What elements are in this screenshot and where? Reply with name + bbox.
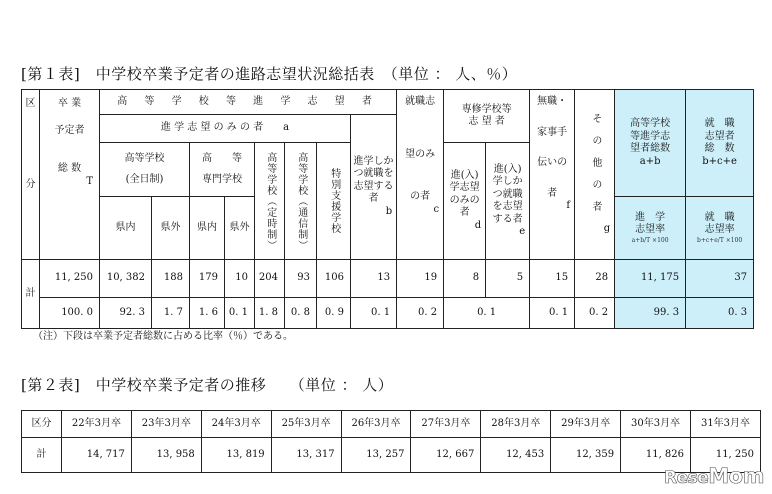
ratio-cell: 99. 3 [615, 298, 686, 329]
shushoku-sosu-line3: 総 数 [704, 143, 735, 154]
shushoku-only-c: c [433, 203, 440, 215]
mushoku-line1: 無職・ [537, 96, 568, 107]
header-yoteisha: 予定者 [54, 124, 85, 136]
senmon-line1: 高 等 [202, 153, 242, 164]
senshu-only-label: 進(入)学志望のみの者 [449, 169, 480, 219]
mushoku-line3: 伝いの [537, 157, 568, 168]
resemom-logo [664, 464, 764, 488]
header-T: T [86, 175, 93, 187]
koto-sosu-line3: 望者総数 [630, 143, 671, 154]
kubun-header-cell [22, 90, 40, 260]
senshu-group-header [444, 90, 530, 143]
senmon-header [190, 143, 255, 197]
year-header: 31年3月卒 [691, 411, 761, 438]
trend-row-label: 計 [22, 438, 62, 473]
sonota-label: その他の者 [589, 113, 601, 224]
shushoku-only-line2: 望のみ [405, 148, 436, 160]
shushoku-sosu-header [686, 90, 754, 197]
year-value: 11, 250 [691, 438, 761, 473]
kennai-header: 県内 [100, 197, 152, 260]
table2-title: [第２表] 中学校卒業予定者の推移 （単位 ： 人） [21, 376, 394, 394]
kubun-label-bottom: 分 [25, 178, 36, 190]
count-cell: 11, 175 [615, 260, 686, 298]
shushokuritsu-line2: 志望率 [704, 224, 735, 236]
sonota-g: g [603, 223, 611, 235]
year-header: 23年3月卒 [131, 411, 201, 438]
count-cell: 15 [530, 260, 575, 298]
year-value: 11, 826 [621, 438, 691, 473]
count-cell: 10, 382 [100, 260, 152, 298]
year-value: 13, 257 [341, 438, 411, 473]
count-cell: 10 [225, 260, 255, 298]
year-value: 12, 359 [551, 438, 621, 473]
ratio-cell: 100. 0 [40, 298, 100, 329]
table1-note: （注）下段は卒業予定者総数に占める比率（％）である。 [33, 331, 293, 342]
count-cell: 93 [285, 260, 317, 298]
table1-title: [第１表] 中学校卒業予定者の進路志望状況総括表 （単位 ： 人、％） [21, 65, 518, 83]
count-cell: 11, 250 [40, 260, 100, 298]
year-header: 27年3月卒 [411, 411, 481, 438]
header-sosu: 総 数 [57, 163, 82, 174]
kotogakko-header [100, 143, 190, 197]
year-value: 13, 317 [271, 438, 341, 473]
ratio-cell: 0. 2 [397, 298, 444, 329]
year-value: 13, 819 [201, 438, 271, 473]
senshu-shushoku-e: e [519, 226, 526, 237]
ratio-cell: 0. 9 [317, 298, 351, 329]
kotogakko-label: 高等学校 [124, 153, 165, 164]
count-cell: 8 [444, 260, 486, 298]
ratio-cell: 0. 1 [530, 298, 575, 329]
row-label-kei: 計 [22, 260, 40, 329]
year-header: 28年3月卒 [481, 411, 551, 438]
shushoku-sosu-line4: b+c+e [702, 155, 737, 167]
trend-table [21, 410, 761, 473]
summary-table [21, 89, 754, 329]
count-cell: 28 [575, 260, 615, 298]
tokubetsu-label: 特別支援学校 [328, 168, 340, 234]
ratio-cell: 92. 3 [100, 298, 152, 329]
year-value: 12, 667 [411, 438, 481, 473]
kengai-header: 県外 [152, 197, 190, 260]
count-cell: 5 [486, 260, 530, 298]
total-header-cell [40, 90, 100, 260]
count-cell: 19 [397, 260, 444, 298]
senshu-shushoku-header [486, 143, 530, 260]
shushokuritsu-header [686, 197, 754, 260]
sonota-header [575, 90, 615, 260]
shingaku-only-header: 進 学 志 望 の み の 者 a [100, 115, 351, 143]
tsushin-header [285, 143, 317, 260]
shushoku-sosu-line2: 志望者 [704, 130, 735, 142]
teiji-header [255, 143, 285, 260]
count-cell: 37 [686, 260, 754, 298]
koto-sosu-line2: 等進学志 [630, 130, 671, 142]
senshu-line2: 志 望 者 [468, 116, 505, 127]
zennichi-label: (全日制) [125, 173, 164, 185]
mushoku-line2: 家事手 [537, 126, 568, 138]
count-cell: 204 [255, 260, 285, 298]
year-header: 25年3月卒 [271, 411, 341, 438]
shingaku-shushoku-header [351, 115, 397, 260]
kengai2-header: 県外 [225, 197, 255, 260]
shushoku-only-line1: 就職志 [405, 96, 436, 107]
shingakuritsu-line2: 志望率 [635, 224, 666, 236]
mushoku-header [530, 90, 575, 260]
ratio-cell: 1. 6 [190, 298, 225, 329]
trend-header-label: 区分 [22, 411, 62, 438]
shushoku-sosu-line1: 就 職 [704, 118, 735, 129]
ratio-cell: 0. 1 [351, 298, 397, 329]
shushoku-only-line3: の者 [410, 191, 431, 202]
senshu-only-header [444, 143, 486, 260]
shingaku-shushoku-label: 進学しかつ就職を志望する者 [353, 155, 394, 205]
shushoku-only-header [397, 90, 444, 260]
year-header: 29年3月卒 [551, 411, 621, 438]
count-cell: 13 [351, 260, 397, 298]
ratio-cell: 0. 1 [225, 298, 255, 329]
koto-group-header: 高 等 学 校 等 進 学 志 望 者 [100, 90, 397, 115]
year-value: 13, 958 [131, 438, 201, 473]
shushokuritsu-line1: 就 職 [704, 211, 735, 223]
count-cell: 106 [317, 260, 351, 298]
ratio-cell-senshu: 0. 1 [444, 298, 530, 329]
teiji-label: 高等学校（定時制） [264, 151, 276, 251]
senshu-line1: 専修学校等 [461, 103, 512, 115]
shingakuritsu-line1: 進 学 [635, 211, 666, 223]
ratio-cell: 1. 7 [152, 298, 190, 329]
senshu-shushoku-label: 進(入)学しかつ就職を志望する者 [492, 163, 523, 225]
mushoku-line4: 者 [547, 187, 558, 199]
ratio-cell: 1. 8 [255, 298, 285, 329]
shushokuritsu-formula: b+c+e/T ×100 [697, 236, 743, 244]
mushoku-f: f [566, 200, 571, 211]
ratio-cell: 0. 3 [686, 298, 754, 329]
year-value: 12, 453 [481, 438, 551, 473]
kubun-label-top: 区 [25, 98, 36, 109]
kennai2-header: 県内 [190, 197, 225, 260]
ratio-cell: 0. 8 [285, 298, 317, 329]
year-header: 30年3月卒 [621, 411, 691, 438]
count-cell: 188 [152, 260, 190, 298]
shingakuritsu-header [615, 197, 686, 260]
year-header: 24年3月卒 [201, 411, 271, 438]
logo-text-a: Rese [664, 468, 709, 488]
koto-sosu-line1: 高等学校 [630, 118, 671, 129]
senshu-only-d: d [474, 219, 482, 231]
koto-sosu-header [615, 90, 686, 197]
shingakuritsu-formula: a+b/T ×100 [631, 236, 669, 244]
shingaku-shushoku-b: b [385, 205, 393, 217]
ratio-cell: 0. 2 [575, 298, 615, 329]
senmon-line2: 専門学校 [202, 173, 242, 185]
header-sotsugyo: 卒 業 [57, 98, 82, 109]
count-cell: 179 [190, 260, 225, 298]
tsushin-label: 高等学校（通信制） [295, 151, 307, 251]
logo-text-b: Mom [708, 464, 764, 488]
year-header: 22年3月卒 [62, 411, 132, 438]
year-value: 14, 717 [62, 438, 132, 473]
year-header: 26年3月卒 [341, 411, 411, 438]
koto-sosu-line4: a+b [639, 155, 661, 167]
tokubetsu-header [317, 143, 351, 260]
